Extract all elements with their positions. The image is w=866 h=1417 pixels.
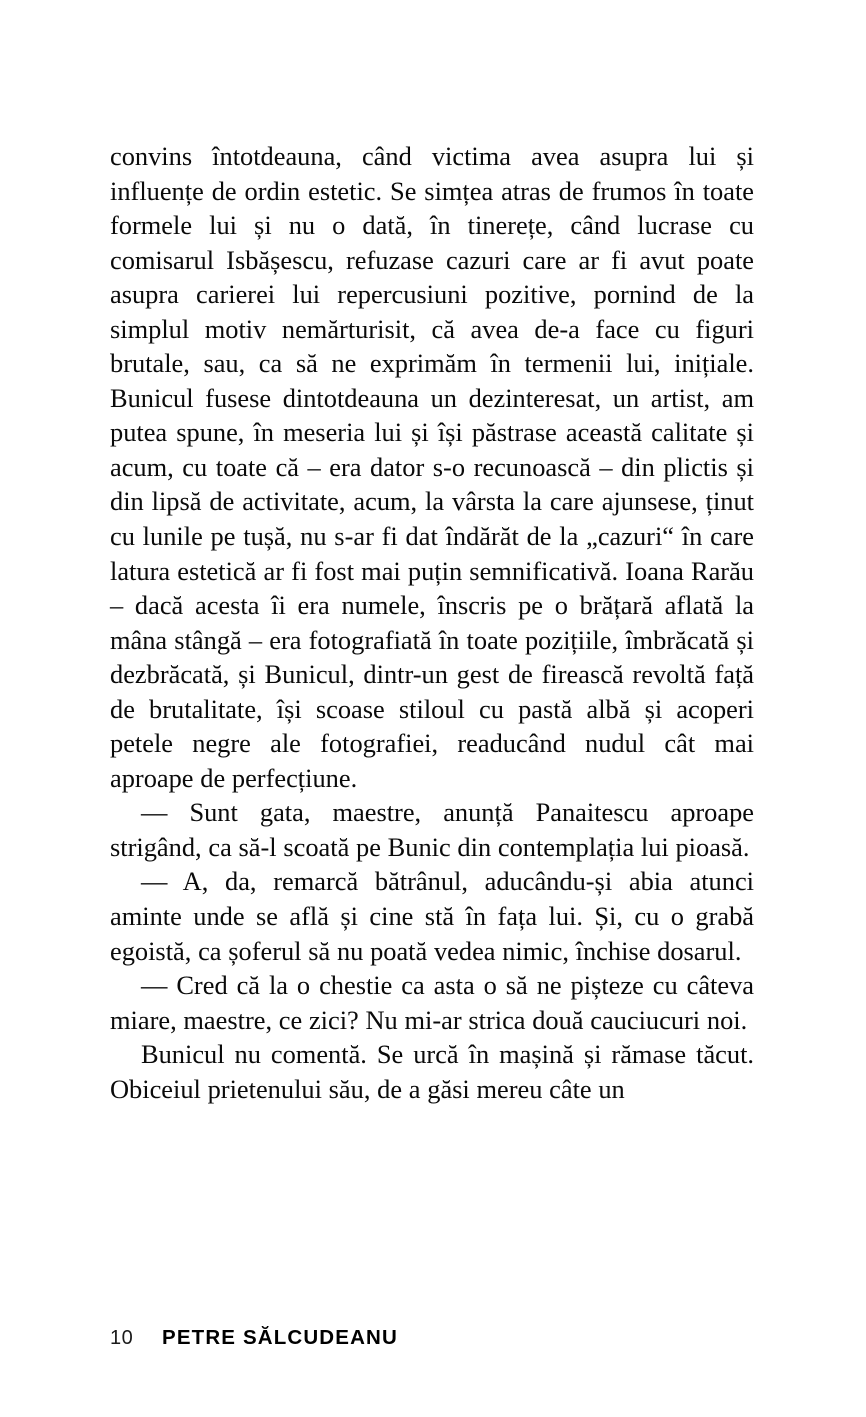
paragraph-dialogue-1: — Sunt gata, maestre, anunță Panaitescu aproape strigând, ca să-l scoată pe Bunic din contemplația lui pioasă. [110,797,754,862]
page-footer [110,1326,398,1350]
paragraph-narrative: Bunicul nu comentă. Se urcă în mașină și rămase tăcut. Obiceiul prietenului său, de a găsi mereu câte un [110,1039,754,1104]
paragraph-dialogue-2: — A, da, remarcă bătrânul, aducându-și abia atunci aminte unde se află și cine stă în fața lui. Și, cu o grabă egoistă, ca șoferul să nu poată vedea nimic, închise dosarul. [110,866,754,966]
running-head: PETRE SĂLCUDEANU [162,1326,398,1349]
paragraph-dialogue-3: — Cred că la o chestie ca asta o să ne pișteze cu câteva miare, maestre, ce zici? Nu mi-ar strica două cauciucuri noi. [110,970,754,1035]
body-text-block [110,139,754,1106]
page-number: 10 [110,1327,134,1349]
paragraph-continuation: convins întotdeauna, când victima avea asupra lui și influențe de ordin estetic. Se simțea atras de frumos în toate formele lui și nu o dată, în tinerețe, când lucrase cu comisarul Isbășescu, refuzase cazuri care ar fi avut poate asupra carierei lui repercusiuni pozitive, pornind de la simplul motiv nemărturisit, că avea de-a face cu figuri brutale, sau, ca să ne exprimăm în termenii lui, inițiale. Bunicul fusese dintotdeauna un dezinteresat, un artist, am putea spune, în meseria lui și își păstrase această calitate și acum, cu toate că – era dator s-o recunoască – din plictis și din lipsă de activitate, acum, la vârsta la care ajunsese, ținut cu lunile pe tușă, nu s-ar fi dat îndărăt de la „cazuri“ în care latura estetică ar fi fost mai puțin semnificativă. Ioana Rarău – dacă acesta îi era numele, înscris pe o brățară aflată la mâna stângă – era fotografiată în toate pozițiile, îmbrăcată și dezbrăcată, și Bunicul, dintr-un gest de firească revoltă față de brutalitate, își scoase stiloul cu pastă albă și acoperi petele negre ale fotografiei, readucând nudul cât mai aproape de perfecțiune. [110,141,754,793]
